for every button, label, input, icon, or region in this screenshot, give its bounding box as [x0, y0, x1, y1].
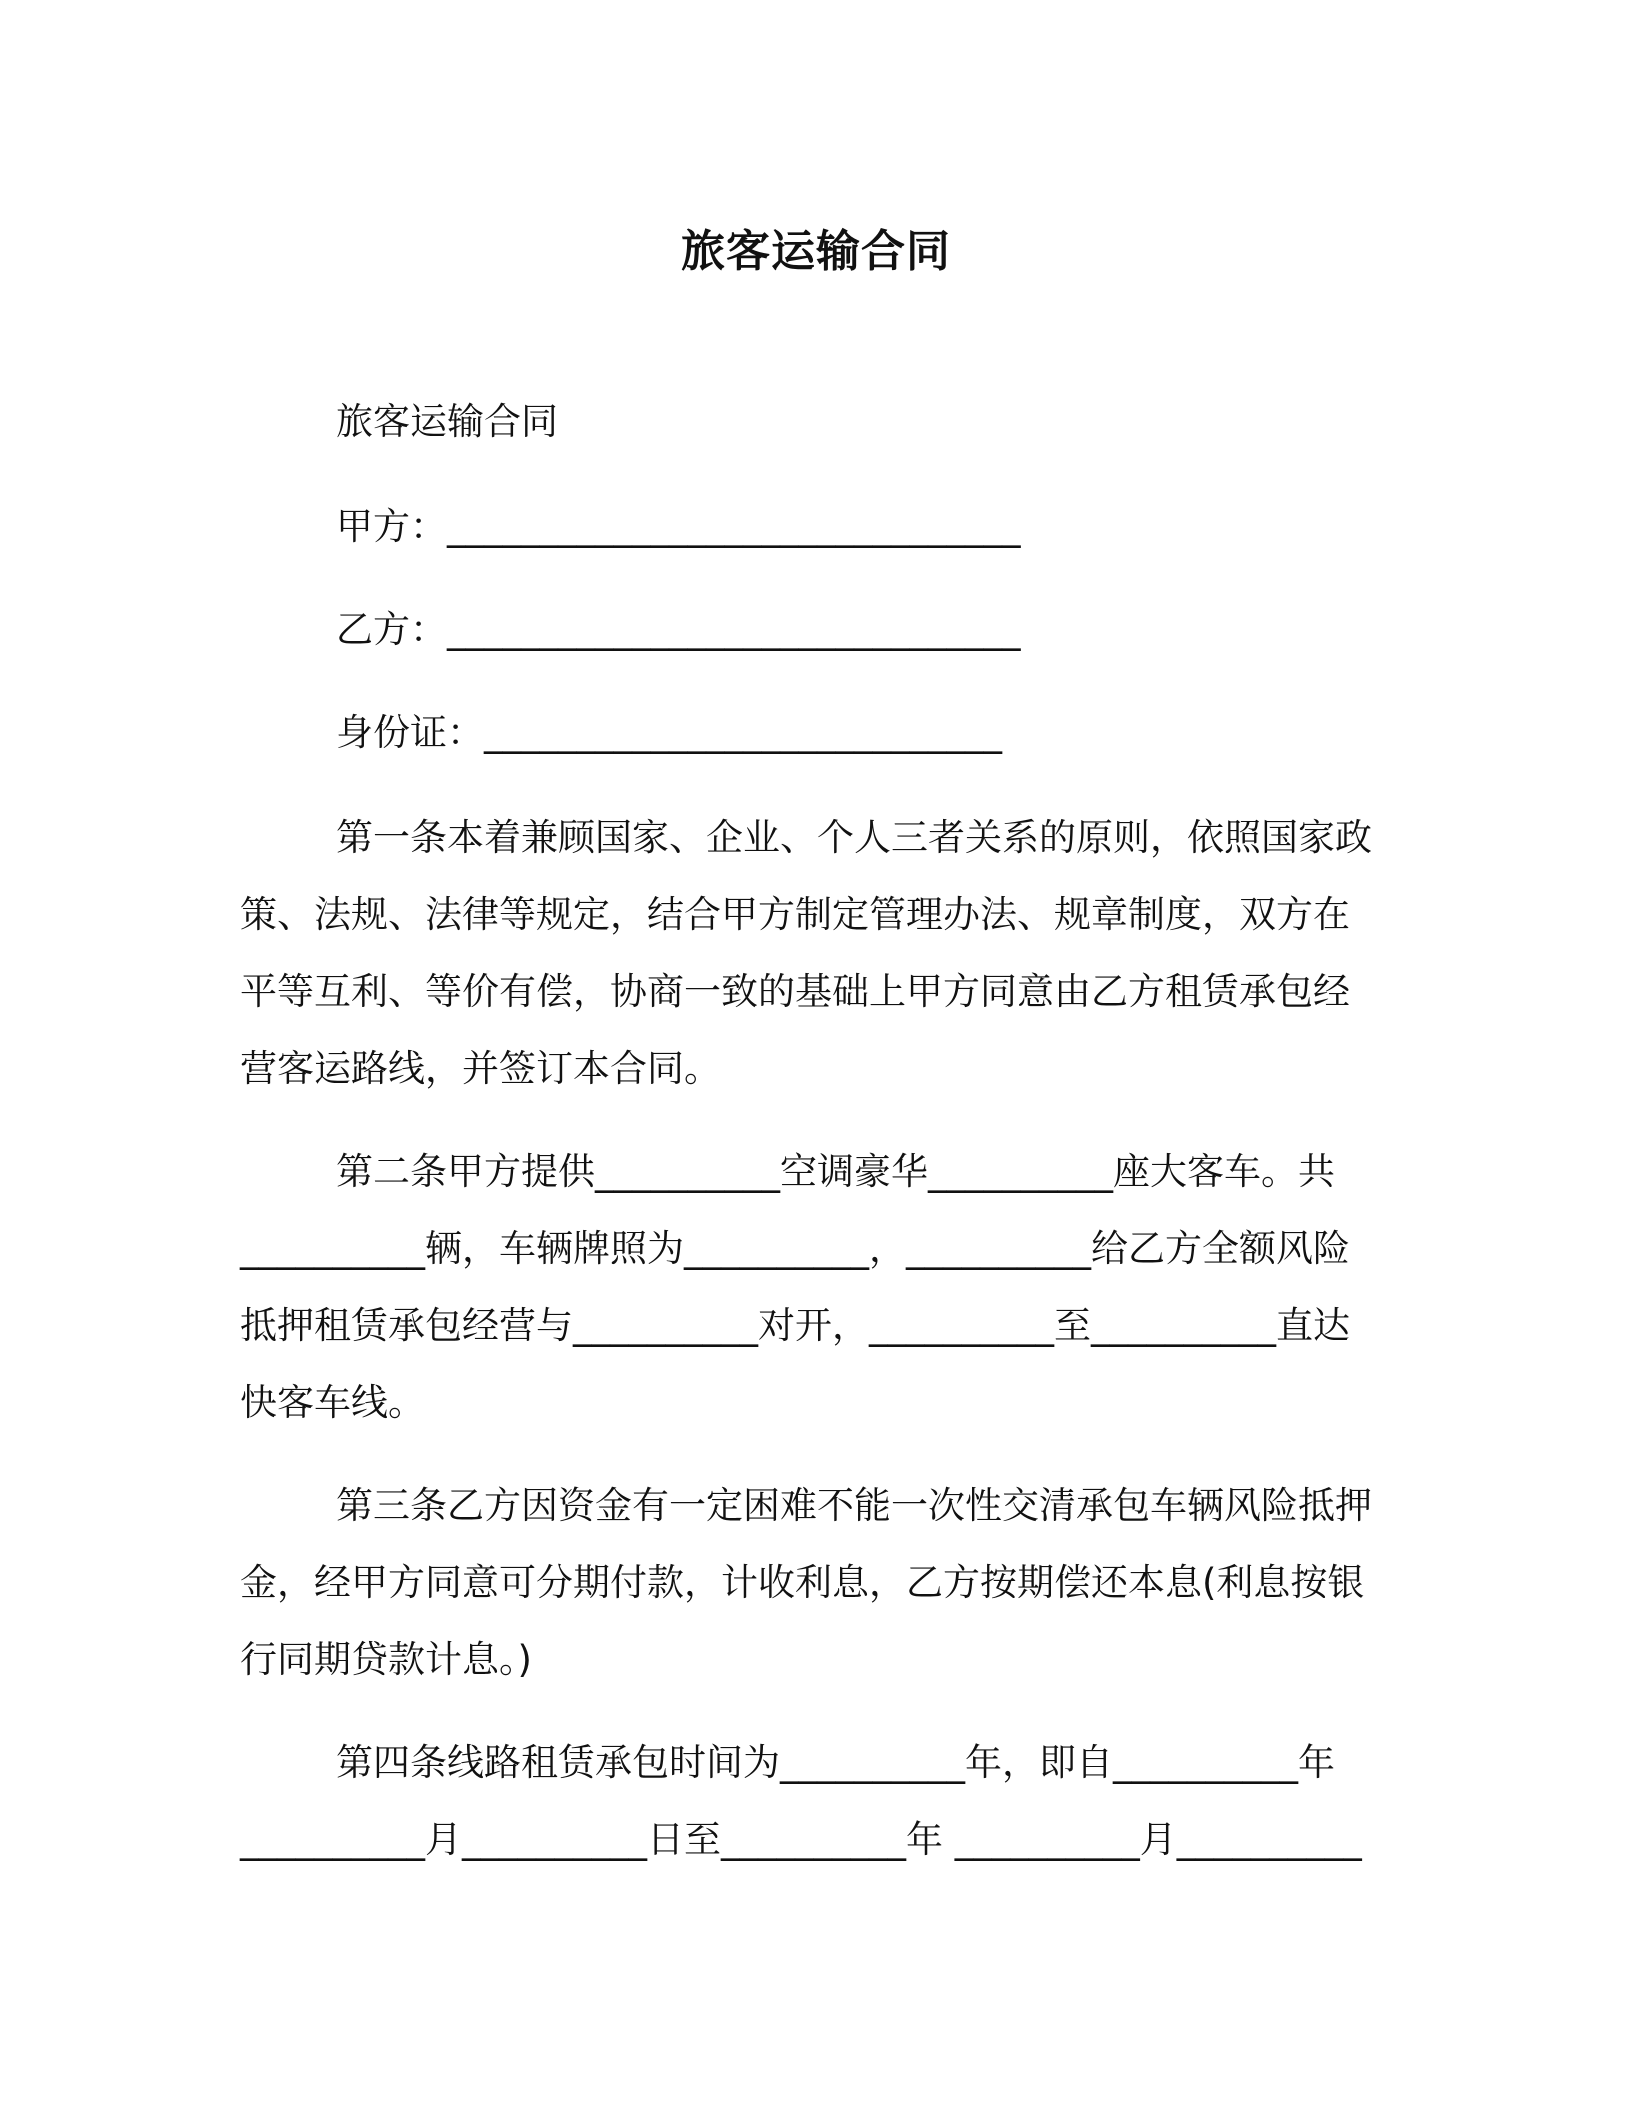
article-4-line-2: __________月__________日至__________年 __________月__________ [240, 1818, 1362, 1861]
article-1-line-3: 平等互利、等价有偿，协商一致的基础上甲方同意由乙方租赁承包经 [240, 970, 1350, 1013]
article-3-line-1: 第三条乙方因资金有一定困难不能一次性交清承包车辆风险抵押 [336, 1484, 1372, 1527]
article-4-line-1: 第四条线路租赁承包时间为__________年，即自__________年 [336, 1741, 1335, 1784]
document-title: 旅客运输合同 [681, 226, 951, 277]
subtitle-line: 旅客运输合同 [336, 400, 558, 443]
id-card-line: 身份证：____________________________ [336, 711, 1002, 754]
article-3-line-2: 金，经甲方同意可分期付款，计收利息，乙方按期偿还本息(利息按银 [240, 1561, 1365, 1604]
party-b-line: 乙方：_______________________________ [336, 608, 1021, 651]
article-2-line-2: __________辆，车辆牌照为__________，__________给乙方全额风险 [240, 1227, 1350, 1270]
article-1-line-1: 第一条本着兼顾国家、企业、个人三者关系的原则，依照国家政 [336, 816, 1372, 859]
article-3-line-3: 行同期贷款计息。) [240, 1638, 532, 1681]
article-2-line-3: 抵押租赁承包经营与__________对开，__________至__________直达 [240, 1304, 1350, 1347]
article-1-line-2: 策、法规、法律等规定，结合甲方制定管理办法、规章制度，双方在 [240, 893, 1350, 936]
article-2-line-1: 第二条甲方提供__________空调豪华__________座大客车。共 [336, 1150, 1335, 1193]
article-2-line-4: 快客车线。 [240, 1381, 425, 1424]
party-a-line: 甲方：_______________________________ [336, 505, 1021, 548]
article-1-line-4: 营客运路线，并签订本合同。 [240, 1047, 721, 1090]
